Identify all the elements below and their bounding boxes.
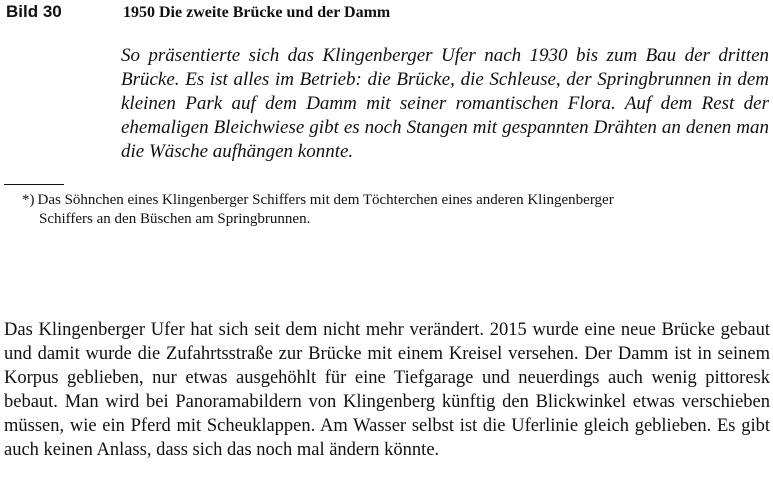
footnote-divider [4,184,64,185]
footnote-text-line-2: Schiffers an den Büschen am Springbrunnen. [39,211,311,227]
footnote [22,191,762,229]
footnote-marker: *) [22,192,35,208]
footnote-text-line-1: Das Söhnchen eines Klingenberger Schiffers mit dem Töchterchen eines anderen Klingenberger [37,192,614,208]
body-paragraph: Das Klingenberger Ufer hat sich seit dem nicht mehr verändert. 2015 wurde eine neue Brücke gebaut und damit wurde die Zufahrtsstraße zur Brücke mit einem Kreisel versehen. Der Damm ist in seinem Korpus geblieben, nur etwas ausgehöhlt für eine Tiefgarage und neuerdings auch wenig pittoresk bebaut. Man wird bei Panoramabildern von Klingenberg künftig den Blickwinkel etwas verschieben müssen, wie ein Pferd mit Scheuklappen. Am Wasser selbst ist die Uferlinie gleich geblieben. Es gibt auch keinen Anlass, dass sich das noch mal ändern könnte. [4,320,770,460]
figure-caption: So präsentierte sich das Klingenberger Ufer nach 1930 bis zum Bau der dritten Brücke. Es ist alles im Betrieb: die Brücke, die Schleuse, der Springbrunnen in dem kleinen Park auf dem Damm mit seiner romantischen Flora. Auf dem Rest der ehemaligen Bleichwiese gibt es noch Stangen mit gespannten Drähten an denen man die Wäsche aufhängen konnte. [121,45,769,162]
figure-label: Bild 30 [6,2,62,21]
figure-title: 1950 Die zweite Brücke und der Damm [123,4,391,21]
